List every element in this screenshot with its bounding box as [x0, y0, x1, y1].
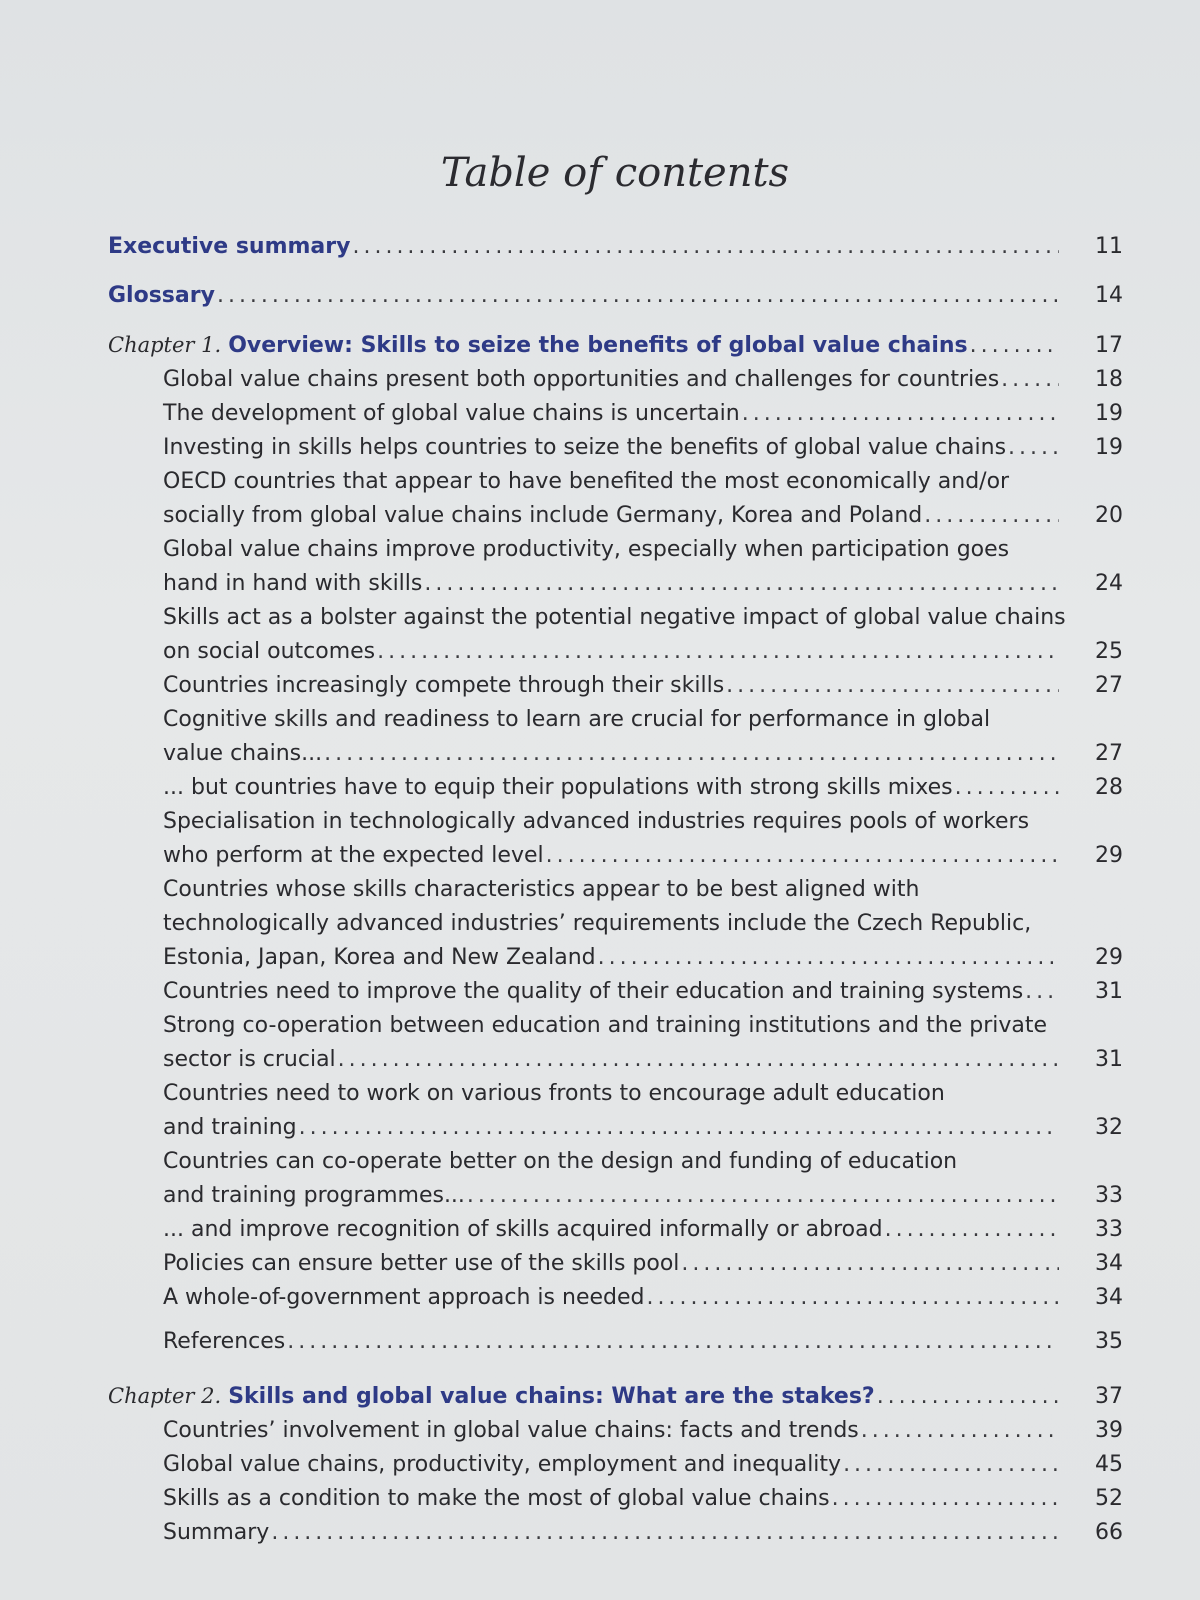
toc-entry-text-line: Countries can co-operate better on the design and funding of education — [163, 1149, 958, 1174]
leader-dots — [861, 1414, 1059, 1448]
leader-dots — [424, 567, 1059, 601]
page-number: 19 — [1095, 435, 1123, 460]
toc-section-entry[interactable] — [163, 1213, 1123, 1247]
table-of-contents — [108, 230, 1123, 1550]
toc-entry-references[interactable] — [163, 1325, 1123, 1359]
page-number: 28 — [1095, 775, 1123, 800]
page-number: 25 — [1095, 639, 1123, 664]
page-number: 27 — [1095, 673, 1123, 698]
page-title: Table of contents — [440, 150, 790, 196]
page-number: 18 — [1095, 367, 1123, 392]
leader-dots — [324, 737, 1059, 771]
toc-section-entry[interactable] — [163, 805, 1123, 873]
toc-section-entry[interactable] — [163, 363, 1123, 397]
toc-entry-text-line: Global value chains present both opportunities and challenges for countries — [163, 367, 1000, 392]
page-number: 11 — [1095, 234, 1123, 259]
toc-entry-text-line: Skills as a condition to make the most of global value chains — [163, 1486, 830, 1511]
toc-section-entry[interactable] — [163, 1281, 1123, 1315]
chapter-title: Overview: Skills to seize the benefits of global value chains — [228, 333, 968, 358]
toc-entry-text-line: Global value chains improve productivity, especially when participation goes — [163, 537, 1010, 562]
toc-entry-text-line: who perform at the expected level — [163, 843, 544, 868]
leader-dots — [1025, 975, 1059, 1009]
leader-dots — [970, 329, 1059, 363]
page-number: 37 — [1095, 1384, 1123, 1409]
toc-section-entry[interactable] — [163, 771, 1123, 805]
toc-section-entry[interactable] — [163, 465, 1123, 533]
toc-entry-text-line: value chains... — [163, 741, 323, 766]
toc-section-entry[interactable] — [163, 431, 1123, 465]
chapter-1-sections — [108, 363, 1123, 1315]
toc-chapter-1[interactable] — [108, 328, 1123, 363]
toc-section-entry[interactable] — [163, 873, 1123, 975]
toc-section-entry[interactable] — [163, 1145, 1123, 1213]
toc-entry-text-line: technologically advanced industries’ requirements include the Czech Republic, — [163, 911, 1032, 936]
leader-dots — [1001, 363, 1059, 397]
page-number: 17 — [1095, 333, 1123, 358]
page-number: 14 — [1095, 283, 1123, 308]
toc-entry-text-line: Countries’ involvement in global value chains: facts and trends — [163, 1418, 859, 1443]
toc-entry-text-line: Cognitive skills and readiness to learn are crucial for performance in global — [163, 707, 991, 732]
toc-entry-text-line: Skills act as a bolster against the potential negative impact of global value chains — [163, 605, 1066, 630]
page-number: 27 — [1095, 741, 1123, 766]
page-number: 31 — [1095, 1047, 1123, 1072]
leader-dots — [467, 1179, 1059, 1213]
leader-dots — [1008, 431, 1059, 465]
toc-entry-label: Executive summary — [108, 234, 351, 259]
toc-entry-text-line: The development of global value chains is uncertain — [163, 401, 740, 426]
toc-entry-label: References — [163, 1329, 286, 1354]
toc-section-entry[interactable] — [163, 1009, 1123, 1077]
toc-entry-text-line: Policies can ensure better use of the skills pool — [163, 1251, 680, 1276]
toc-entry-text-line: Summary — [163, 1520, 270, 1545]
page-number: 39 — [1095, 1418, 1123, 1443]
leader-dots — [877, 1380, 1059, 1414]
leader-dots — [546, 839, 1059, 873]
chapter-prefix: Chapter 1. — [108, 333, 222, 357]
leader-dots — [924, 499, 1059, 533]
leader-dots — [352, 230, 1059, 264]
toc-section-entry[interactable] — [163, 1077, 1123, 1145]
toc-entry-text-line: Specialisation in technologically advanced industries requires pools of workers — [163, 809, 1030, 834]
leader-dots — [681, 1247, 1059, 1281]
page-number: 34 — [1095, 1251, 1123, 1276]
toc-section-entry[interactable] — [163, 397, 1123, 431]
toc-section-entry[interactable] — [163, 533, 1123, 601]
page-number: 31 — [1095, 979, 1123, 1004]
toc-entry-text-line: Countries need to work on various fronts to encourage adult education — [163, 1081, 945, 1106]
toc-entry-text-line: Countries whose skills characteristics appear to be best aligned with — [163, 877, 920, 902]
toc-chapter-2[interactable] — [108, 1379, 1123, 1414]
page-number: 35 — [1095, 1329, 1123, 1354]
toc-section-entry[interactable] — [163, 1414, 1123, 1448]
chapter-title: Skills and global value chains: What are the stakes? — [228, 1384, 875, 1409]
toc-section-entry[interactable] — [163, 1247, 1123, 1281]
leader-dots — [832, 1482, 1059, 1516]
leader-dots — [598, 941, 1059, 975]
page-number: 20 — [1095, 503, 1123, 528]
toc-section-entry[interactable] — [163, 1448, 1123, 1482]
leader-dots — [726, 669, 1059, 703]
toc-entry-text-line: and training — [163, 1115, 297, 1140]
toc-section-entry[interactable] — [163, 1516, 1123, 1550]
leader-dots — [377, 635, 1059, 669]
leader-dots — [955, 771, 1059, 805]
leader-dots — [217, 279, 1059, 313]
leader-dots — [646, 1281, 1059, 1315]
toc-section-entry[interactable] — [163, 703, 1123, 771]
page-number: 33 — [1095, 1217, 1123, 1242]
leader-dots — [742, 397, 1059, 431]
leader-dots — [885, 1213, 1059, 1247]
toc-entry-glossary[interactable] — [108, 279, 1123, 313]
leader-dots — [843, 1448, 1059, 1482]
toc-section-entry[interactable] — [163, 975, 1123, 1009]
toc-entry-text-line: Countries increasingly compete through their skills — [163, 673, 725, 698]
toc-entry-text-line: ... but countries have to equip their populations with strong skills mixes — [163, 775, 953, 800]
page-number: 33 — [1095, 1183, 1123, 1208]
leader-dots — [287, 1325, 1059, 1359]
toc-entry-text-line: Investing in skills helps countries to seize the benefits of global value chains — [163, 435, 1007, 460]
page-number: 45 — [1095, 1452, 1123, 1477]
toc-entry-text-line: Countries need to improve the quality of their education and training systems — [163, 979, 1024, 1004]
leader-dots — [299, 1111, 1059, 1145]
page-number: 32 — [1095, 1115, 1123, 1140]
toc-entry-label: Glossary — [108, 283, 215, 308]
chapter-2-sections — [108, 1414, 1123, 1550]
toc-entry-text-line: ... and improve recognition of skills acquired informally or abroad — [163, 1217, 883, 1242]
page-number: 29 — [1095, 945, 1123, 970]
toc-entry-text-line: Estonia, Japan, Korea and New Zealand — [163, 945, 596, 970]
toc-section-entry[interactable] — [163, 669, 1123, 703]
toc-entry-text-line: sector is crucial — [163, 1047, 336, 1072]
toc-entry-text-line: Strong co-operation between education and training institutions and the private — [163, 1013, 1048, 1038]
chapter-prefix: Chapter 2. — [108, 1384, 222, 1408]
toc-entry-text-line: on social outcomes — [163, 639, 376, 664]
toc-entry-text-line: hand in hand with skills — [163, 571, 423, 596]
toc-entry-text-line: and training programmes... — [163, 1183, 465, 1208]
page-number: 66 — [1095, 1520, 1123, 1545]
toc-section-entry[interactable] — [163, 601, 1123, 669]
leader-dots — [338, 1043, 1059, 1077]
page-number: 29 — [1095, 843, 1123, 868]
page-number: 52 — [1095, 1486, 1123, 1511]
page-number: 24 — [1095, 571, 1123, 596]
toc-entry-text-line: socially from global value chains include Germany, Korea and Poland — [163, 503, 923, 528]
page-number: 34 — [1095, 1285, 1123, 1310]
toc-entry-text-line: Global value chains, productivity, employment and inequality — [163, 1452, 842, 1477]
page-number: 19 — [1095, 401, 1123, 426]
toc-entry-text-line: OECD countries that appear to have benefited the most economically and/or — [163, 469, 1010, 494]
toc-entry-executive-summary[interactable] — [108, 230, 1123, 264]
toc-entry-text-line: A whole-of-government approach is needed — [163, 1285, 645, 1310]
toc-section-entry[interactable] — [163, 1482, 1123, 1516]
leader-dots — [271, 1516, 1059, 1550]
